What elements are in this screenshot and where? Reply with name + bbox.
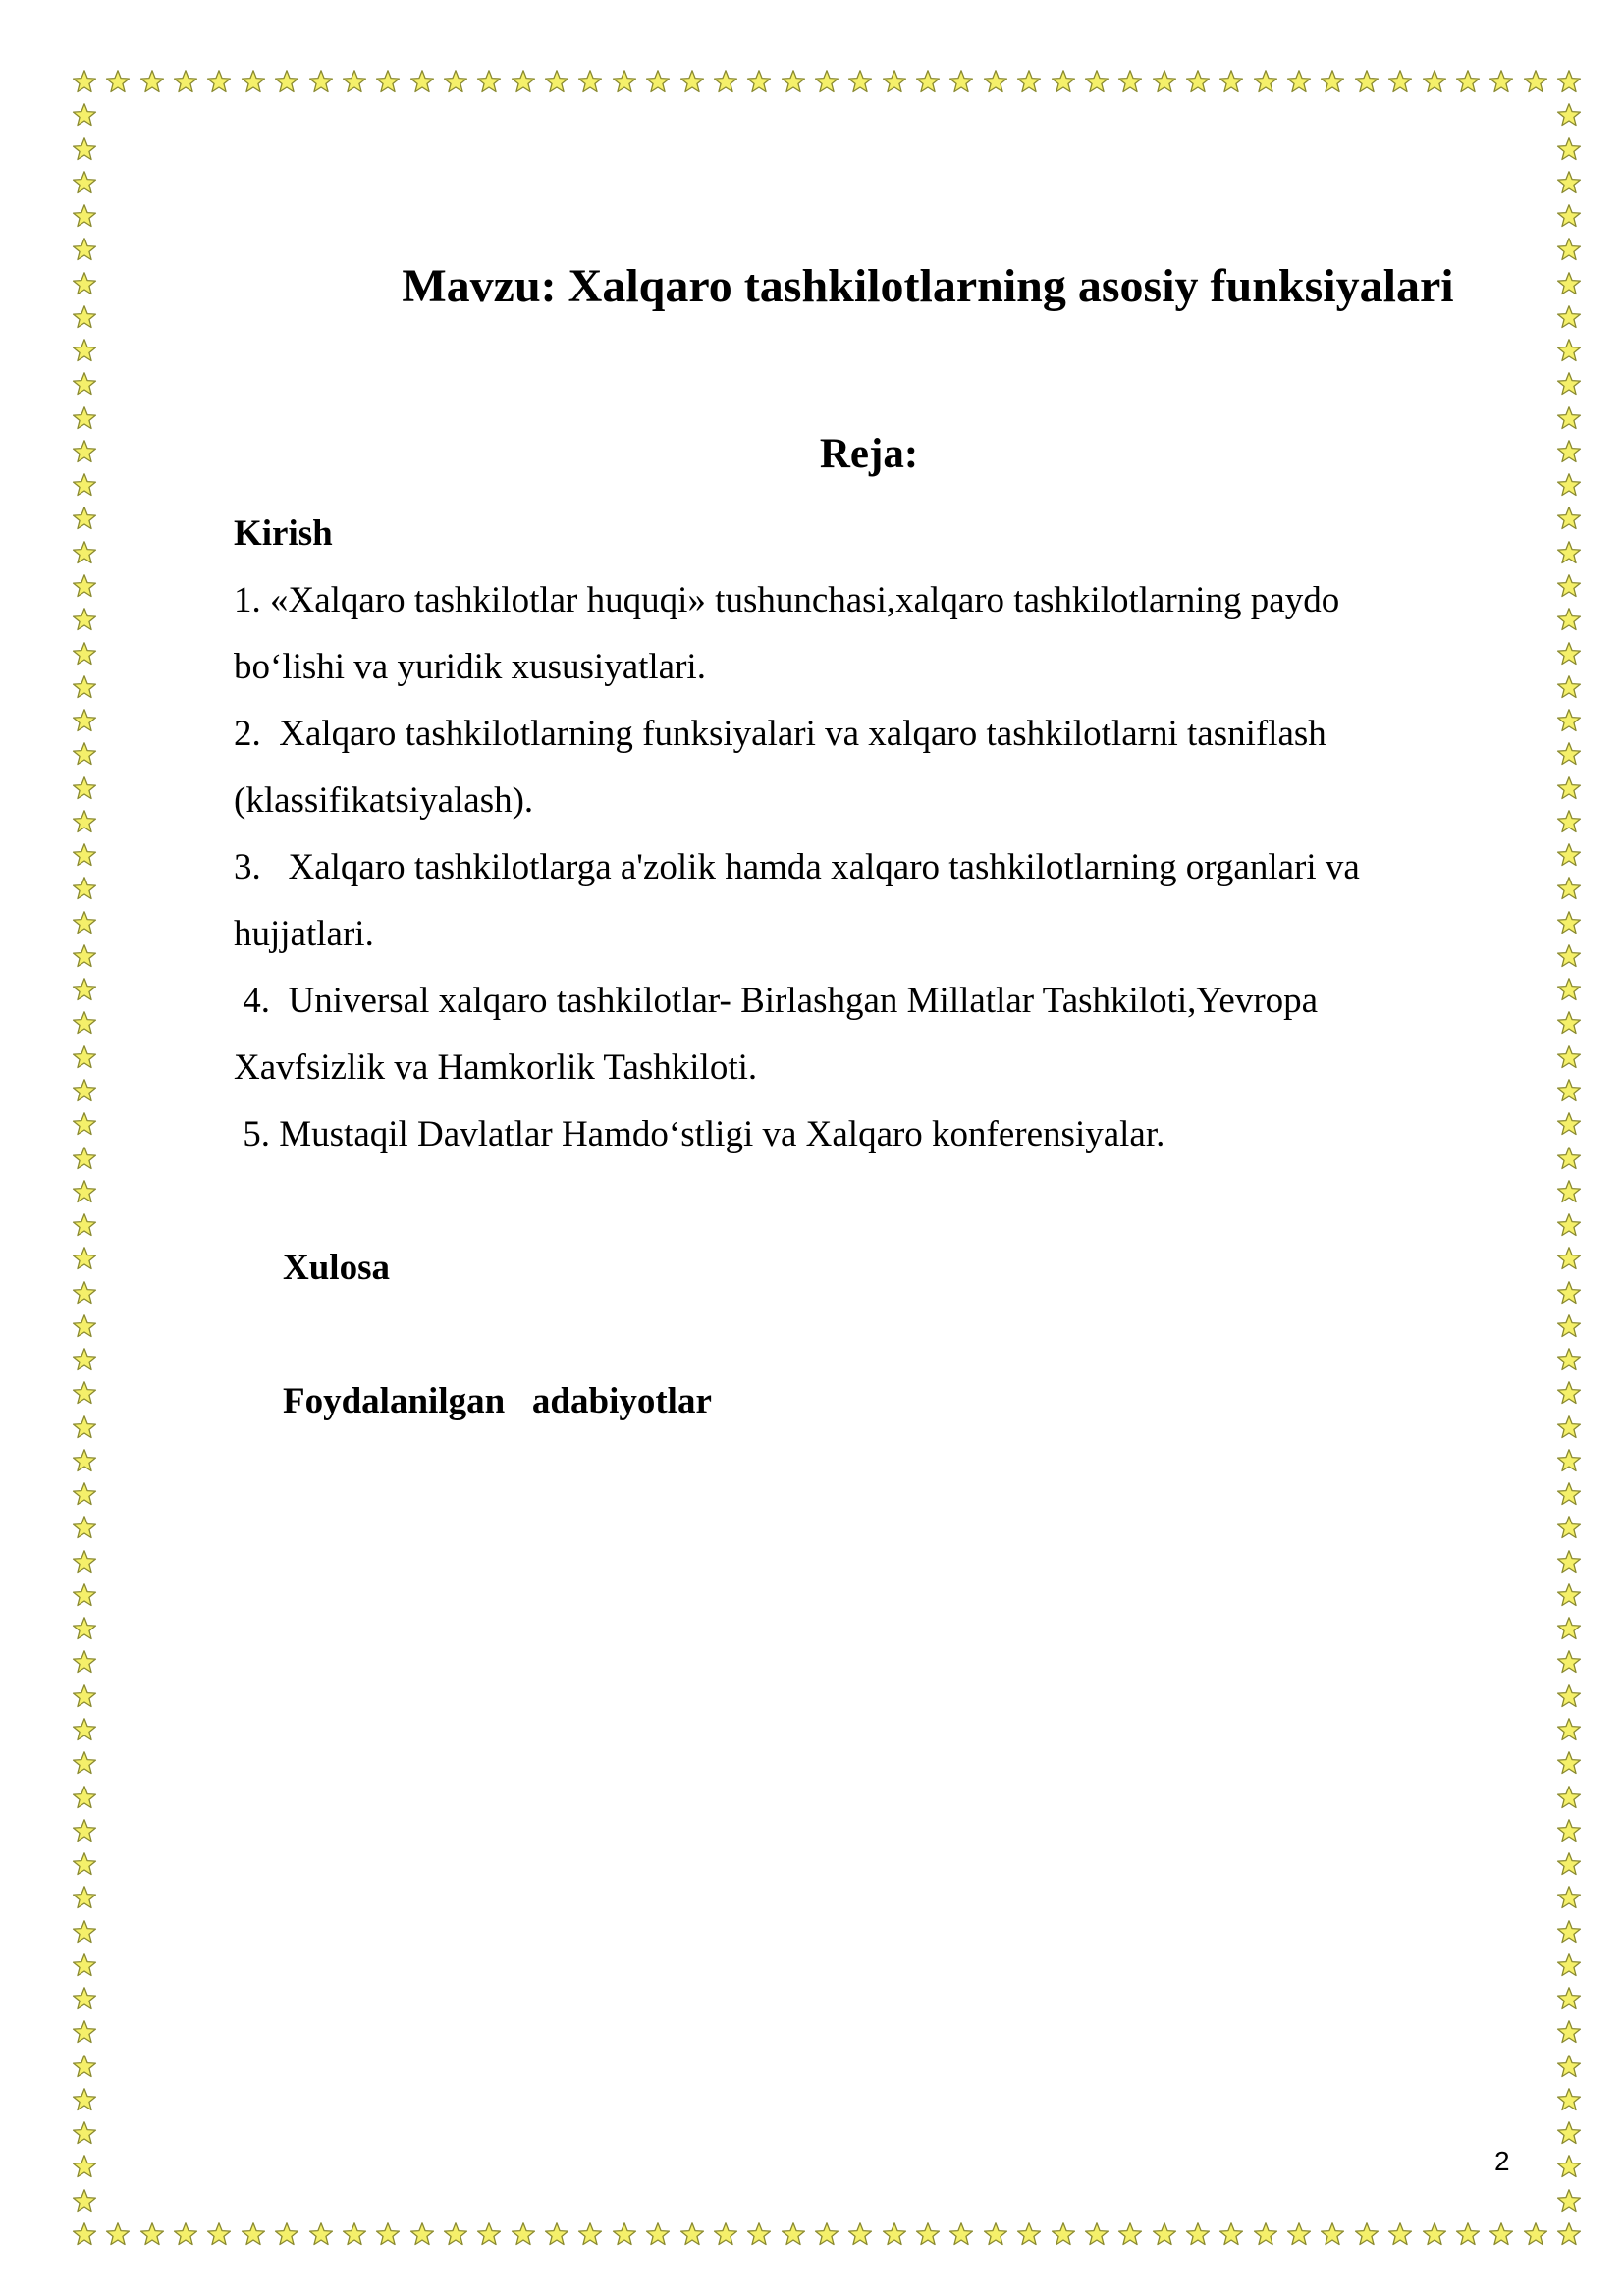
star-icon [1556, 1785, 1582, 1810]
star-icon [72, 1078, 97, 1103]
star-icon [1084, 2221, 1110, 2247]
star-icon [72, 876, 97, 901]
plan-item-4-line-2: Xavfsizlik va Hamkorlik Tashkiloti. [234, 1047, 758, 1088]
star-icon [1185, 2221, 1211, 2247]
star-icon [915, 2221, 941, 2247]
star-icon [645, 69, 671, 94]
star-icon [476, 2221, 502, 2247]
star-icon [612, 69, 637, 94]
star-icon [511, 2221, 536, 2247]
star-icon [72, 708, 97, 733]
star-icon [1556, 809, 1582, 834]
star-icon [72, 136, 97, 162]
star-icon [72, 1919, 97, 1945]
star-icon [1320, 2221, 1345, 2247]
star-icon [1117, 2221, 1143, 2247]
page-number: 2 [1494, 2146, 1510, 2176]
star-icon [1556, 775, 1582, 801]
plan-item-4-line-1: 4. Universal xalqaro tashkilotlar- Birlashgan Millatlar Tashkiloti,Yevropa [234, 981, 1319, 1021]
star-icon [342, 2221, 367, 2247]
star-icon [1556, 1919, 1582, 1945]
star-icon [72, 741, 97, 767]
conclusion-label: Xulosa [283, 1248, 390, 1288]
star-icon [443, 2221, 468, 2247]
star-icon [1556, 842, 1582, 868]
document-title: Mavzu: Xalqaro tashkilotlarning asosiy funksiyalari [402, 260, 1454, 312]
star-icon [1523, 69, 1548, 94]
star-icon [882, 2221, 907, 2247]
star-icon [1253, 69, 1278, 94]
star-icon [72, 1111, 97, 1137]
intro-label: Kirish [234, 513, 333, 554]
star-icon [1556, 203, 1582, 229]
star-icon [1084, 69, 1110, 94]
star-icon [1556, 573, 1582, 599]
star-icon [1556, 1986, 1582, 2011]
star-icon [72, 271, 97, 296]
star-icon [72, 641, 97, 667]
star-icon [1556, 102, 1582, 128]
references-label: Foydalanilgan adabiyotlar [283, 1381, 712, 1421]
star-icon [1556, 1750, 1582, 1776]
star-icon [847, 2221, 873, 2247]
star-icon [72, 2154, 97, 2179]
star-icon [1556, 1246, 1582, 1271]
star-icon [1556, 1313, 1582, 1339]
star-icon [72, 1280, 97, 1306]
star-icon [72, 1481, 97, 1507]
star-icon [1556, 1616, 1582, 1641]
star-icon [72, 573, 97, 599]
star-icon [1489, 2221, 1514, 2247]
star-icon [1354, 2221, 1380, 2247]
star-icon [679, 69, 705, 94]
star-icon [72, 1649, 97, 1675]
star-icon [173, 69, 198, 94]
star-icon [1556, 338, 1582, 363]
star-icon [72, 203, 97, 229]
star-icon [1556, 1481, 1582, 1507]
star-icon [1556, 2087, 1582, 2112]
star-icon [645, 2221, 671, 2247]
star-icon [983, 2221, 1008, 2247]
star-icon [1556, 741, 1582, 767]
star-icon [1556, 439, 1582, 464]
star-icon [72, 1818, 97, 1843]
star-icon [847, 69, 873, 94]
star-icon [72, 607, 97, 632]
plan-item-1-line-2: bo‘lishi va yuridik xususiyatlari. [234, 647, 706, 687]
star-icon [72, 842, 97, 868]
star-icon [72, 304, 97, 330]
star-icon [1556, 1415, 1582, 1440]
star-icon [72, 1952, 97, 1978]
star-icon [409, 69, 435, 94]
star-icon [72, 1851, 97, 1877]
star-icon [1286, 69, 1312, 94]
star-icon [1556, 371, 1582, 397]
star-icon [983, 69, 1008, 94]
star-icon [308, 2221, 334, 2247]
star-icon [1422, 69, 1447, 94]
star-icon [72, 472, 97, 498]
star-icon [1556, 472, 1582, 498]
star-icon [72, 338, 97, 363]
star-icon [1117, 69, 1143, 94]
star-icon [72, 809, 97, 834]
star-icon [1556, 2188, 1582, 2214]
star-icon [1556, 2154, 1582, 2179]
star-icon [1556, 2019, 1582, 2045]
star-icon [72, 1986, 97, 2011]
star-icon [577, 69, 603, 94]
star-icon [1556, 1448, 1582, 1473]
star-icon [72, 943, 97, 969]
star-icon [72, 1246, 97, 1271]
star-icon [1556, 876, 1582, 901]
star-icon [1556, 540, 1582, 565]
star-icon [72, 405, 97, 431]
plan-item-5-line-1: 5. Mustaqil Davlatlar Hamdo‘stligi va Xalqaro konferensiyalar. [234, 1114, 1165, 1154]
star-icon [206, 2221, 232, 2247]
star-icon [241, 2221, 266, 2247]
star-icon [1523, 2221, 1548, 2247]
star-icon [72, 775, 97, 801]
star-icon [1556, 170, 1582, 195]
star-icon [409, 2221, 435, 2247]
star-icon [713, 69, 738, 94]
star-icon [1152, 69, 1177, 94]
star-icon [72, 371, 97, 397]
star-icon [72, 2019, 97, 2045]
star-icon [72, 540, 97, 565]
star-icon [72, 1347, 97, 1372]
star-icon [1051, 69, 1076, 94]
star-icon [1489, 69, 1514, 94]
star-icon [1556, 1380, 1582, 1406]
star-icon [206, 69, 232, 94]
star-icon [72, 1044, 97, 1070]
star-icon [1556, 1885, 1582, 1910]
star-icon [1556, 1649, 1582, 1675]
plan-item-3-line-2: hujjatlari. [234, 914, 374, 954]
star-icon [274, 2221, 299, 2247]
star-icon [72, 1448, 97, 1473]
star-icon [1556, 405, 1582, 431]
star-icon [72, 2087, 97, 2112]
star-icon [814, 69, 839, 94]
star-icon [72, 674, 97, 700]
star-icon [746, 2221, 772, 2247]
star-icon [1320, 69, 1345, 94]
star-icon [577, 2221, 603, 2247]
star-icon [1051, 2221, 1076, 2247]
star-icon [713, 2221, 738, 2247]
star-icon [72, 910, 97, 935]
star-icon [1556, 1683, 1582, 1709]
star-icon [72, 102, 97, 128]
star-icon [1556, 506, 1582, 531]
star-icon [105, 2221, 131, 2247]
star-icon [173, 2221, 198, 2247]
star-icon [1218, 2221, 1244, 2247]
star-icon [72, 977, 97, 1002]
star-icon [1556, 977, 1582, 1002]
star-icon [1387, 69, 1413, 94]
star-icon [72, 1212, 97, 1238]
star-icon [679, 2221, 705, 2247]
star-icon [1556, 1280, 1582, 1306]
star-icon [72, 1179, 97, 1204]
star-icon [948, 69, 974, 94]
plan-content [234, 501, 1441, 1435]
star-icon [1185, 69, 1211, 94]
star-icon [1556, 136, 1582, 162]
star-icon [1286, 2221, 1312, 2247]
star-icon [476, 69, 502, 94]
star-icon [1556, 1078, 1582, 1103]
star-icon [72, 69, 97, 94]
spacer [234, 1302, 1441, 1368]
star-icon [1556, 2054, 1582, 2079]
star-icon [1218, 69, 1244, 94]
star-icon [1556, 1515, 1582, 1540]
star-icon [72, 2120, 97, 2146]
star-icon [1556, 1010, 1582, 1036]
star-icon [1556, 1717, 1582, 1742]
star-icon [1556, 1549, 1582, 1575]
star-icon [72, 2188, 97, 2214]
star-icon [72, 1683, 97, 1709]
spacer [234, 1168, 1441, 1235]
star-icon [72, 237, 97, 262]
star-icon [72, 1785, 97, 1810]
star-icon [1556, 607, 1582, 632]
star-icon [72, 1313, 97, 1339]
star-icon [1016, 2221, 1042, 2247]
star-icon [105, 69, 131, 94]
star-icon [72, 1549, 97, 1575]
star-icon [1556, 910, 1582, 935]
star-icon [1556, 2120, 1582, 2146]
star-icon [511, 69, 536, 94]
star-icon [72, 1146, 97, 1171]
star-icon [72, 506, 97, 531]
star-icon [1387, 2221, 1413, 2247]
star-icon [72, 1582, 97, 1608]
plan-item-1-line-1: 1. «Xalqaro tashkilotlar huquqi» tushunchasi,xalqaro tashkilotlarning paydo [234, 580, 1340, 620]
star-icon [308, 69, 334, 94]
star-icon [1556, 69, 1582, 94]
star-icon [72, 1616, 97, 1641]
star-icon [612, 2221, 637, 2247]
star-icon [1253, 2221, 1278, 2247]
star-icon [1556, 943, 1582, 969]
star-icon [72, 439, 97, 464]
plan-item-3-line-1: 3. Xalqaro tashkilotlarga a'zolik hamda xalqaro tashkilotlarning organlari va [234, 847, 1360, 887]
star-icon [781, 2221, 806, 2247]
star-icon [1556, 674, 1582, 700]
plan-item-2-line-1: 2. Xalqaro tashkilotlarning funksiyalari va xalqaro tashkilotlarni tasniflash [234, 714, 1326, 754]
plan-item-2-line-2: (klassifikatsiyalash). [234, 780, 534, 821]
star-icon [274, 69, 299, 94]
star-icon [1354, 69, 1380, 94]
star-icon [1556, 1044, 1582, 1070]
star-icon [72, 1717, 97, 1742]
star-icon [1556, 1952, 1582, 1978]
star-icon [72, 1750, 97, 1776]
star-icon [72, 1010, 97, 1036]
star-icon [72, 1415, 97, 1440]
star-icon [544, 69, 569, 94]
star-icon [1556, 1818, 1582, 1843]
star-icon [1556, 2221, 1582, 2247]
star-icon [915, 69, 941, 94]
star-icon [72, 2054, 97, 2079]
star-icon [72, 1885, 97, 1910]
star-icon [948, 2221, 974, 2247]
star-icon [1422, 2221, 1447, 2247]
star-icon [72, 2221, 97, 2247]
star-icon [1556, 1179, 1582, 1204]
star-icon [1556, 641, 1582, 667]
star-icon [1455, 69, 1481, 94]
plan-heading: Reja: [819, 431, 919, 477]
star-icon [1556, 1582, 1582, 1608]
star-icon [375, 69, 401, 94]
star-icon [139, 2221, 165, 2247]
star-icon [1016, 69, 1042, 94]
star-icon [443, 69, 468, 94]
star-icon [72, 1380, 97, 1406]
star-icon [72, 170, 97, 195]
star-icon [241, 69, 266, 94]
star-icon [1556, 1111, 1582, 1137]
star-icon [1152, 2221, 1177, 2247]
star-icon [1556, 708, 1582, 733]
star-icon [814, 2221, 839, 2247]
star-icon [1556, 1146, 1582, 1171]
star-icon [1455, 2221, 1481, 2247]
star-icon [375, 2221, 401, 2247]
star-icon [1556, 1851, 1582, 1877]
star-icon [746, 69, 772, 94]
star-icon [544, 2221, 569, 2247]
star-icon [882, 69, 907, 94]
star-icon [1556, 1347, 1582, 1372]
star-icon [1556, 1212, 1582, 1238]
star-icon [781, 69, 806, 94]
star-icon [139, 69, 165, 94]
star-icon [342, 69, 367, 94]
star-icon [72, 1515, 97, 1540]
